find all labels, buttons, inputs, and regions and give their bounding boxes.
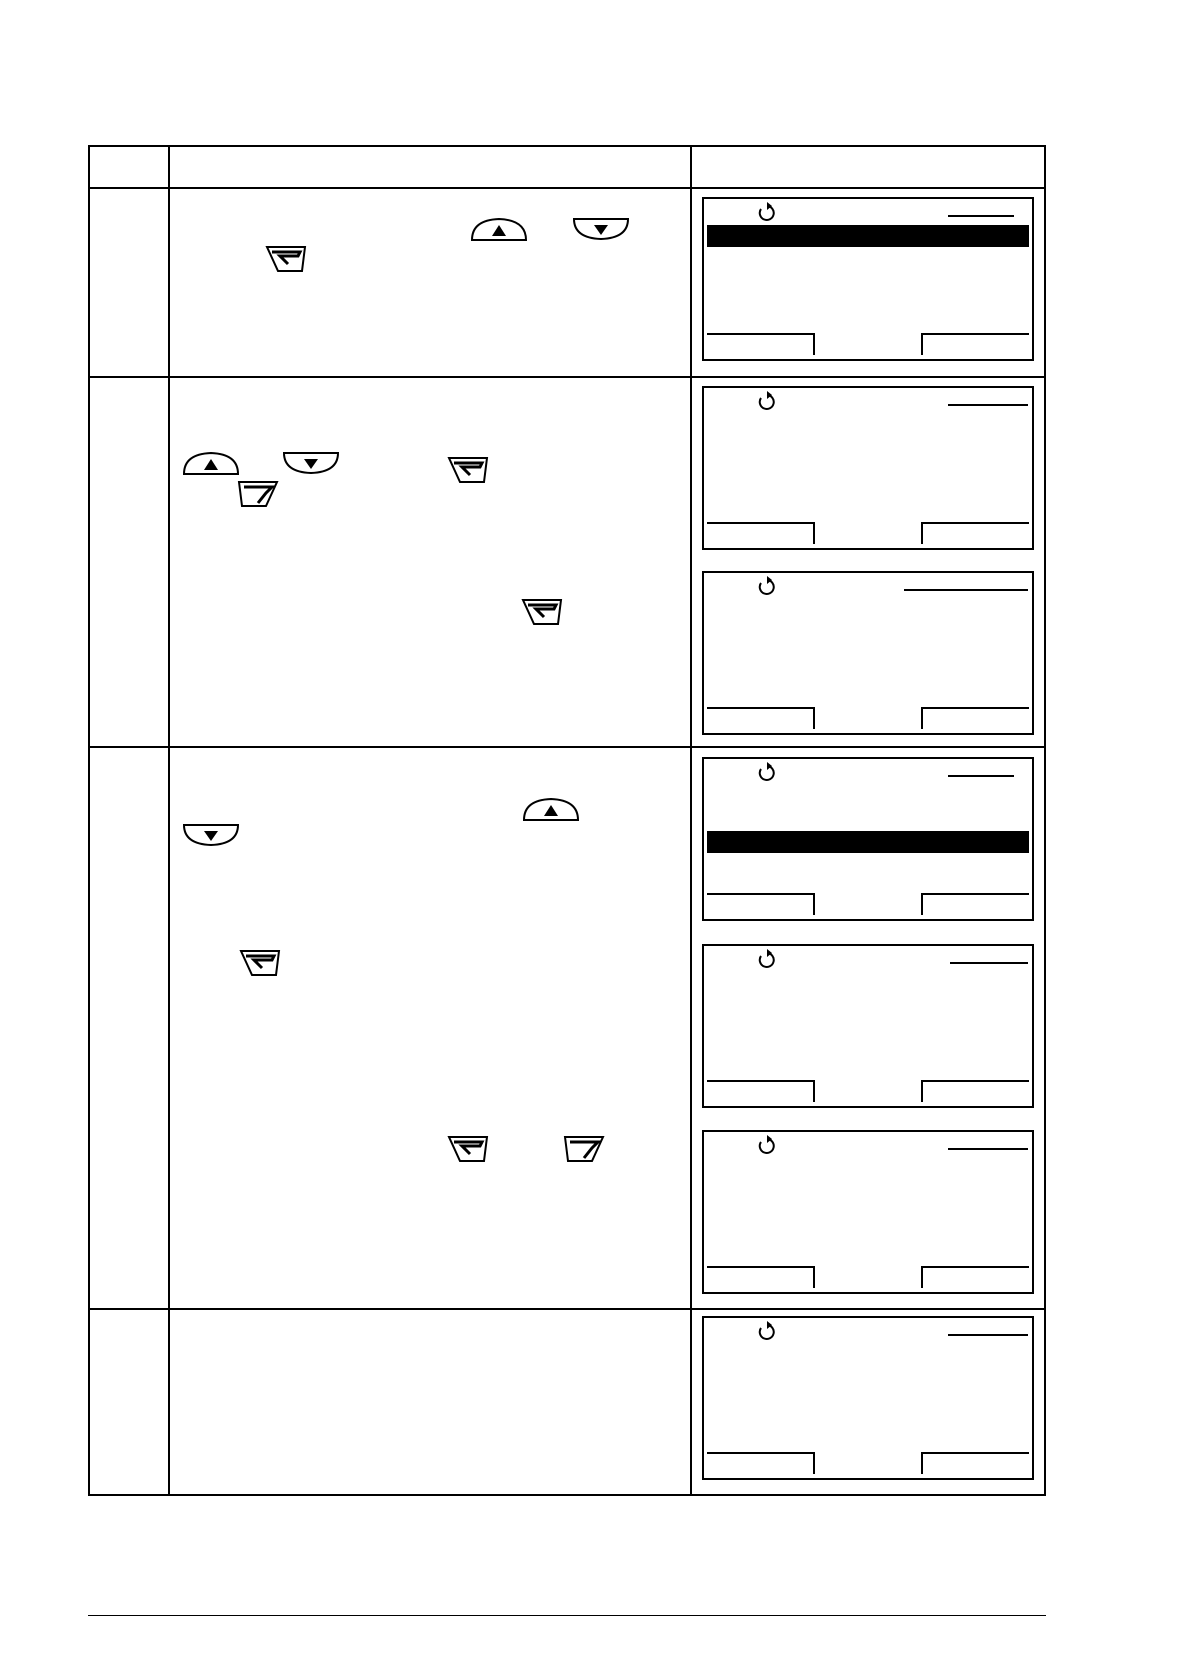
table-rule <box>88 376 1046 378</box>
down-arrow-key-icon <box>180 822 242 848</box>
right-softkey-icon <box>562 1134 606 1164</box>
table-rule <box>168 145 170 1496</box>
selection-bar <box>707 831 1029 853</box>
table-rule <box>88 1494 1046 1496</box>
rotation-arrow-icon <box>756 576 778 598</box>
up-arrow-key-icon <box>180 450 242 476</box>
table-rule <box>690 145 692 1496</box>
lcd-screen <box>702 571 1034 735</box>
left-softkey-icon <box>446 455 490 485</box>
rotation-arrow-icon <box>756 949 778 971</box>
down-arrow-key-icon <box>280 450 342 476</box>
right-softkey-label <box>921 893 1029 915</box>
table-rule <box>88 1308 1046 1310</box>
left-softkey-icon <box>264 244 308 274</box>
table-rule <box>88 746 1046 748</box>
table-rule <box>1044 145 1046 1496</box>
left-softkey-label <box>707 1080 815 1102</box>
left-softkey-icon <box>446 1134 490 1164</box>
header-line <box>948 215 1014 217</box>
left-softkey-label <box>707 1266 815 1288</box>
rotation-arrow-icon <box>756 202 778 224</box>
left-softkey-label <box>707 893 815 915</box>
header-line <box>948 404 1028 406</box>
right-softkey-label <box>921 333 1029 355</box>
rotation-arrow-icon <box>756 1135 778 1157</box>
right-softkey-label <box>921 1080 1029 1102</box>
table-rule <box>88 187 1046 189</box>
down-arrow-key-icon <box>570 216 632 242</box>
lcd-screen <box>702 1316 1034 1480</box>
left-softkey-label <box>707 1452 815 1474</box>
right-softkey-label <box>921 522 1029 544</box>
lcd-screen <box>702 197 1034 361</box>
left-softkey-icon <box>520 597 564 627</box>
footer-rule <box>88 1615 1046 1616</box>
header-line <box>948 1148 1028 1150</box>
table-rule <box>88 145 1046 147</box>
rotation-arrow-icon <box>756 762 778 784</box>
rotation-arrow-icon <box>756 391 778 413</box>
header-line <box>948 775 1014 777</box>
header-line <box>950 962 1028 964</box>
up-arrow-key-icon <box>520 796 582 822</box>
right-softkey-label <box>921 1452 1029 1474</box>
header-line <box>948 1334 1028 1336</box>
right-softkey-label <box>921 707 1029 729</box>
rotation-arrow-icon <box>756 1321 778 1343</box>
lcd-screen <box>702 944 1034 1108</box>
right-softkey-icon <box>236 479 280 509</box>
right-softkey-label <box>921 1266 1029 1288</box>
selection-bar <box>707 225 1029 247</box>
left-softkey-label <box>707 333 815 355</box>
left-softkey-label <box>707 522 815 544</box>
lcd-screen <box>702 757 1034 921</box>
header-line <box>904 589 1028 591</box>
table-rule <box>88 145 90 1496</box>
left-softkey-label <box>707 707 815 729</box>
left-softkey-icon <box>238 948 282 978</box>
up-arrow-key-icon <box>468 216 530 242</box>
lcd-screen <box>702 386 1034 550</box>
lcd-screen <box>702 1130 1034 1294</box>
